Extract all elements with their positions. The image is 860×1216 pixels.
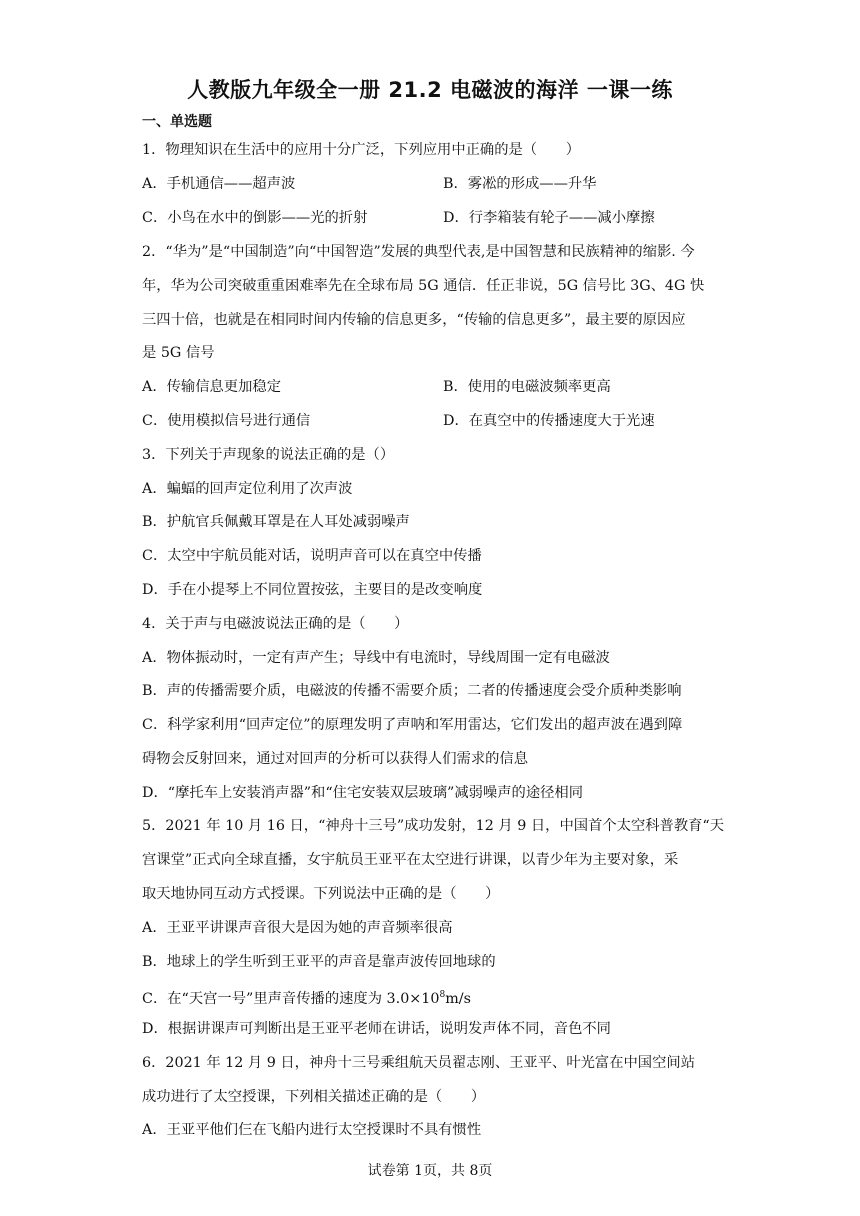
- q6-option-a: A．王亚平他们仨在飞船内进行太空授课时不具有惯性: [142, 1122, 482, 1138]
- q1-option-b: B．雾凇的形成——升华: [443, 176, 597, 192]
- q2-option-c: C．使用模拟信号进行通信: [142, 413, 311, 429]
- q4-option-b: B．声的传播需要介质，电磁波的传播不需要介质；二者的传播速度会受介质种类影响: [142, 683, 682, 699]
- q2-option-a: A．传输信息更加稳定: [142, 379, 281, 395]
- q2-stem-line-3: 三四十倍，也就是在相同时间内传输的信息更多，“传输的信息更多”，最主要的原因应: [142, 312, 686, 328]
- q4-option-a: A．物体振动时，一定有声产生；导线中有电流时，导线周围一定有电磁波: [142, 650, 610, 666]
- section-heading: 一、单选题: [142, 114, 212, 130]
- q4-stem: 4．关于声与电磁波说法正确的是（ ）: [142, 616, 409, 632]
- q2-option-b: B．使用的电磁波频率更高: [443, 379, 611, 395]
- q2-stem-line-1: 2．“华为”是“中国制造”向“中国智造”发展的典型代表,是中国智慧和民族精神的缩影. 今: [142, 244, 695, 260]
- q2-stem-line-4: 是 5G 信号: [142, 345, 215, 361]
- q2-option-d: D．在真空中的传播速度大于光速: [443, 413, 655, 429]
- page-title: 人教版九年级全一册 21.2 电磁波的海洋 一课一练: [187, 78, 673, 102]
- page-footer: 试卷第 1页，共 8页: [367, 1163, 493, 1179]
- q5-option-a: A．王亚平讲课声音很大是因为她的声音频率很高: [142, 920, 453, 936]
- q5-option-d: D．根据讲课声可判断出是王亚平老师在讲话，说明发声体不同，音色不同: [142, 1021, 611, 1037]
- q5-option-c-unit: m/s: [445, 990, 471, 1007]
- q1-option-d: D．行李箱装有轮子——减小摩擦: [443, 210, 655, 226]
- q4-option-c-line-1: C．科学家利用“回声定位”的原理发明了声呐和军用雷达，它们发出的超声波在遇到障: [142, 717, 683, 733]
- q1-option-c: C．小鸟在水中的倒影——光的折射: [142, 210, 368, 226]
- q3-option-b: B．护航官兵佩戴耳罩是在人耳处减弱噪声: [142, 514, 410, 530]
- q2-stem-line-2: 年，华为公司突破重重困难率先在全球布局 5G 通信．任正非说，5G 信号比 3G、4G 快: [142, 278, 705, 294]
- q1-option-a: A．手机通信——超声波: [142, 176, 296, 192]
- q5-stem-line-3: 取天地协同互动方式授课。下列说法中正确的是（ ）: [142, 886, 500, 902]
- q3-option-d: D．手在小提琴上不同位置按弦，主要目的是改变响度: [142, 582, 483, 598]
- q5-option-b: B．地球上的学生听到王亚平的声音是靠声波传回地球的: [142, 954, 496, 970]
- q1-stem: 1．物理知识在生活中的应用十分广泛，下列应用中正确的是（ ）: [142, 142, 580, 158]
- q3-option-c: C．太空中宇航员能对话，说明声音可以在真空中传播: [142, 548, 482, 564]
- q3-option-a: A．蝙蝠的回声定位利用了次声波: [142, 481, 353, 497]
- q5-stem-line-1: 5．2021 年 10 月 16 日，“神舟十三号”成功发射，12 月 9 日，中国首个太空科普教育“天: [142, 818, 725, 834]
- q5-option-c-exponent: 8: [439, 990, 446, 1000]
- q4-option-c-line-2: 碍物会反射回来，通过对回声的分析可以获得人们需求的信息: [142, 751, 529, 767]
- q5-option-c: [142, 985, 471, 1009]
- q3-stem: 3．下列关于声现象的说法正确的是（）: [142, 447, 395, 463]
- q6-stem-line-2: 成功进行了太空授课，下列相关描述正确的是（ ）: [142, 1089, 486, 1105]
- q5-stem-line-2: 宫课堂”正式向全球直播，女宇航员王亚平在太空进行讲课，以青少年为主要对象，采: [142, 852, 679, 868]
- q6-stem-line-1: 6．2021 年 12 月 9 日，神舟十三号乘组航天员翟志刚、王亚平、叶光富在中国空间站: [142, 1055, 695, 1071]
- q4-option-d: D．“摩托车上安装消声器”和“住宅安装双层玻璃”减弱噪声的途径相同: [142, 785, 584, 801]
- q5-option-c-text: C．在“天宫一号”里声音传播的速度为 3.0×10: [142, 990, 440, 1007]
